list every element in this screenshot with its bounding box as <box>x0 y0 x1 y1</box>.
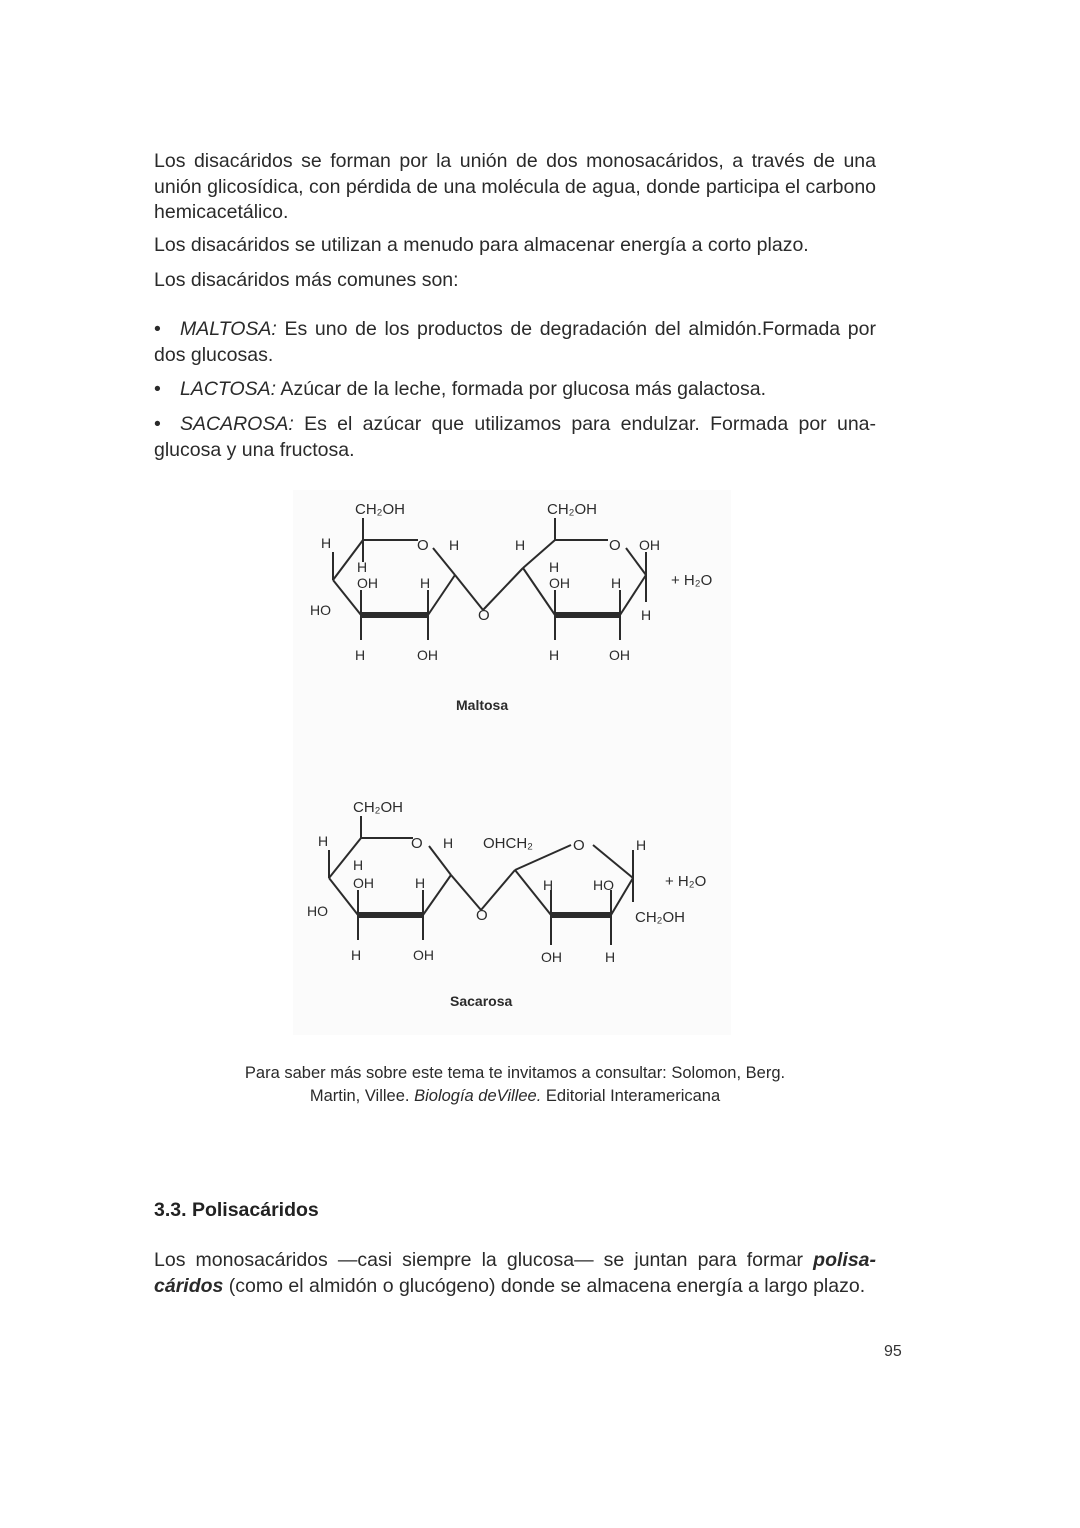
bullet-maltosa <box>154 317 876 368</box>
caption-authors: Martin, Villee. <box>309 1087 415 1105</box>
sacarosa-glycosidic-o: O <box>476 907 488 924</box>
sacarosa-h: H <box>415 875 426 891</box>
sacarosa-h: H <box>443 835 454 851</box>
maltosa-h: H <box>611 575 622 591</box>
sacarosa-ho: HO <box>593 877 614 893</box>
maltosa-h: H <box>420 575 431 591</box>
structures-svg <box>293 490 731 1035</box>
bullet-text: Es uno de los productos de degradación del almidón.Formada por dos glucosas. <box>154 318 876 366</box>
maltosa-h: H <box>549 647 560 663</box>
sacarosa-ch2oh-bottom: CH₂OH <box>635 909 685 926</box>
sacarosa-h: H <box>543 877 554 893</box>
caption-line-1: Para saber más sobre este tema te invitamos a consultar: Solomon, Berg. <box>244 1064 786 1082</box>
sacarosa-oh: OH <box>413 947 434 963</box>
maltosa-oh: OH <box>609 647 630 663</box>
maltosa-h: H <box>321 535 332 551</box>
maltosa-h: H <box>549 559 560 575</box>
sacarosa-ring-o-left: O <box>411 835 423 852</box>
maltosa-ho: HO <box>310 602 331 618</box>
intro-paragraph-1: Los disacáridos se forman por la unión de dos monosacáridos, a través de una unión glicosídica, con pérdida de una molécula de agua, donde participa el carbono hemicacetálico. <box>154 150 877 223</box>
maltosa-h: H <box>641 607 652 623</box>
intro-paragraph-3: Los disacáridos más comunes son: <box>154 269 459 291</box>
maltosa-oh: OH <box>549 575 570 591</box>
maltosa-glycosidic-o: O <box>478 607 490 624</box>
section-paragraph <box>154 1248 876 1299</box>
maltosa-oh: OH <box>357 575 378 591</box>
page-number: 95 <box>884 1343 902 1360</box>
caption-book-title: Biología deVillee. <box>414 1087 542 1105</box>
sacarosa-h: H <box>351 947 362 963</box>
sacarosa-ring-o-right: O <box>573 837 585 854</box>
sacarosa-ho: HO <box>307 903 328 919</box>
sacarosa-ch2oh-top: CH₂OH <box>353 799 403 816</box>
sacarosa-ohch2: OHCH₂ <box>483 835 533 852</box>
sacarosa-h: H <box>353 857 364 873</box>
maltosa-ring-o-right: O <box>609 537 621 554</box>
maltosa-h: H <box>355 647 366 663</box>
maltosa-ch2oh-left: CH₂OH <box>355 501 405 518</box>
bullet-text: Es el azúcar que utilizamos para endulzar. Formada por una-glucosa y una fructosa. <box>154 413 876 461</box>
sacarosa-h: H <box>636 837 647 853</box>
bullet-symbol: • <box>154 378 161 400</box>
intro-paragraph-2: Los disacáridos se utilizan a menudo para almacenar energía a corto plazo. <box>154 234 809 256</box>
bullet-term: SACAROSA: <box>180 413 294 435</box>
maltosa-oh: OH <box>639 537 660 553</box>
maltosa-h: H <box>449 537 460 553</box>
section-paragraph-post: (como el almidón o glucógeno) donde se almacena energía a largo plazo. <box>223 1274 866 1297</box>
maltosa-h: H <box>357 559 368 575</box>
sacarosa-h: H <box>318 833 329 849</box>
bullet-sacarosa <box>154 412 876 463</box>
bullet-term: LACTOSA: <box>180 378 277 400</box>
bullet-term: MALTOSA: <box>180 318 277 340</box>
sacarosa-oh: OH <box>353 875 374 891</box>
sacarosa-oh: OH <box>541 949 562 965</box>
section-paragraph-term: polisa-cáridos <box>154 1249 876 1297</box>
bullet-symbol: • <box>154 413 161 435</box>
sacarosa-title: Sacarosa <box>450 993 513 1009</box>
sacarosa-water: + H₂O <box>665 873 707 890</box>
caption-line-2 <box>160 1085 870 1108</box>
maltosa-h: H <box>515 537 526 553</box>
maltosa-ch2oh-right: CH₂OH <box>547 501 597 518</box>
sacarosa-h: H <box>605 949 616 965</box>
disaccharide-structures-figure <box>293 490 731 1035</box>
bullet-text: Azúcar de la leche, formada por glucosa más galactosa. <box>276 378 767 400</box>
maltosa-title: Maltosa <box>456 697 509 713</box>
figure-caption <box>160 1062 870 1108</box>
section-paragraph-pre: Los monosacáridos —casi siempre la glucosa— se juntan para formar <box>154 1249 814 1271</box>
bullet-lactosa <box>154 377 876 403</box>
section-heading: 3.3. Polisacáridos <box>154 1199 319 1221</box>
maltosa-ring-o-left: O <box>417 537 429 554</box>
caption-publisher: Editorial Interamericana <box>541 1087 721 1105</box>
bullet-symbol: • <box>154 318 161 340</box>
maltosa-oh: OH <box>417 647 438 663</box>
maltosa-water: + H₂O <box>671 572 713 589</box>
